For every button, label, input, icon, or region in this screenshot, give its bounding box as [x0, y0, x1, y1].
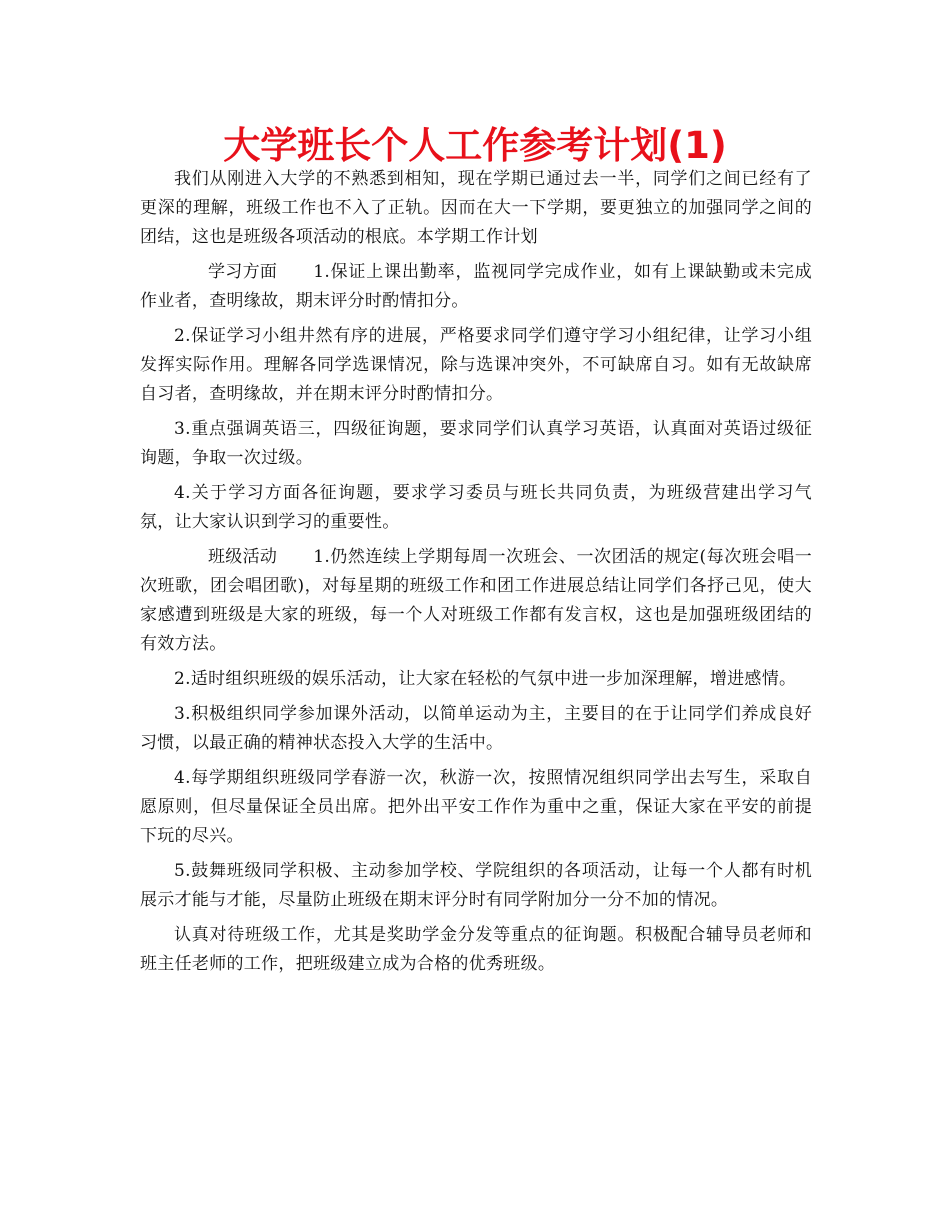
study-item-1-text: 1.保证上课出勤率，监视同学完成作业，如有上课缺勤或未完成作业者，查明缘故，期末评分时酌情扣分。: [140, 262, 812, 311]
study-item-3: 3.重点强调英语三，四级征询题，要求同学们认真学习英语，认真面对英语过级征询题，争取一次过级。: [140, 419, 812, 468]
document-body: [140, 165, 812, 985]
activity-item-2: 2.适时组织班级的娱乐活动，让大家在轻松的气氛中进一步加深理解，增进感情。: [174, 669, 797, 689]
activity-item-3: 3.积极组织同学参加课外活动，以简单运动为主，主要目的在于让同学们养成良好习惯，以最正确的精神状态投入大学的生活中。: [140, 704, 812, 753]
section-label-activity: 班级活动: [208, 547, 278, 567]
intro-paragraph: 我们从刚进入大学的不熟悉到相知，现在学期已通过去一半，同学们之间已经有了更深的理解，班级工作也不入了正轨。因而在大一下学期，要更独立的加强同学之间的团结，这也是班级各项活动的根底。本学期工作计划: [140, 169, 812, 247]
section-label-study: 学习方面: [208, 262, 278, 282]
activity-item-1: [140, 543, 812, 659]
activity-item-4: 4.每学期组织班级同学春游一次，秋游一次，按照情况组织同学出去写生，采取自愿原则，但尽量保证全员出席。把外出平安工作作为重中之重，保证大家在平安的前提下玩的尽兴。: [140, 768, 812, 846]
study-item-2: 2.保证学习小组井然有序的进展，严格要求同学们遵守学习小组纪律，让学习小组发挥实际作用。理解各同学选课情况，除与选课冲突外，不可缺席自习。如有无故缺席自习者，查明缘故，并在期末评分时酌情扣分。: [140, 326, 812, 404]
study-item-1: [140, 258, 812, 316]
activity-item-5: 5.鼓舞班级同学积极、主动参加学校、学院组织的各项活动，让每一个人都有时机展示才能与才能，尽量防止班级在期末评分时有同学附加分一分不加的情况。: [140, 861, 812, 910]
study-item-4: 4.关于学习方面各征询题，要求学习委员与班长共同负责，为班级营建出学习气氛，让大家认识到学习的重要性。: [140, 483, 812, 532]
activity-item-1-text: 1.仍然连续上学期每周一次班会、一次团活的规定(每次班会唱一次班歌，团会唱团歌)，对每星期的班级工作和团工作进展总结让同学们各抒己见，使大家感遭到班级是大家的班级，每一个人对班级工作都有发言权，这也是加强班级团结的有效方法。: [140, 547, 812, 654]
document-title: 大学班长个人工作参考计划(1): [223, 124, 727, 167]
closing-paragraph: 认真对待班级工作，尤其是奖助学金分发等重点的征询题。积极配合辅导员老师和班主任老师的工作，把班级建立成为合格的优秀班级。: [140, 925, 812, 974]
